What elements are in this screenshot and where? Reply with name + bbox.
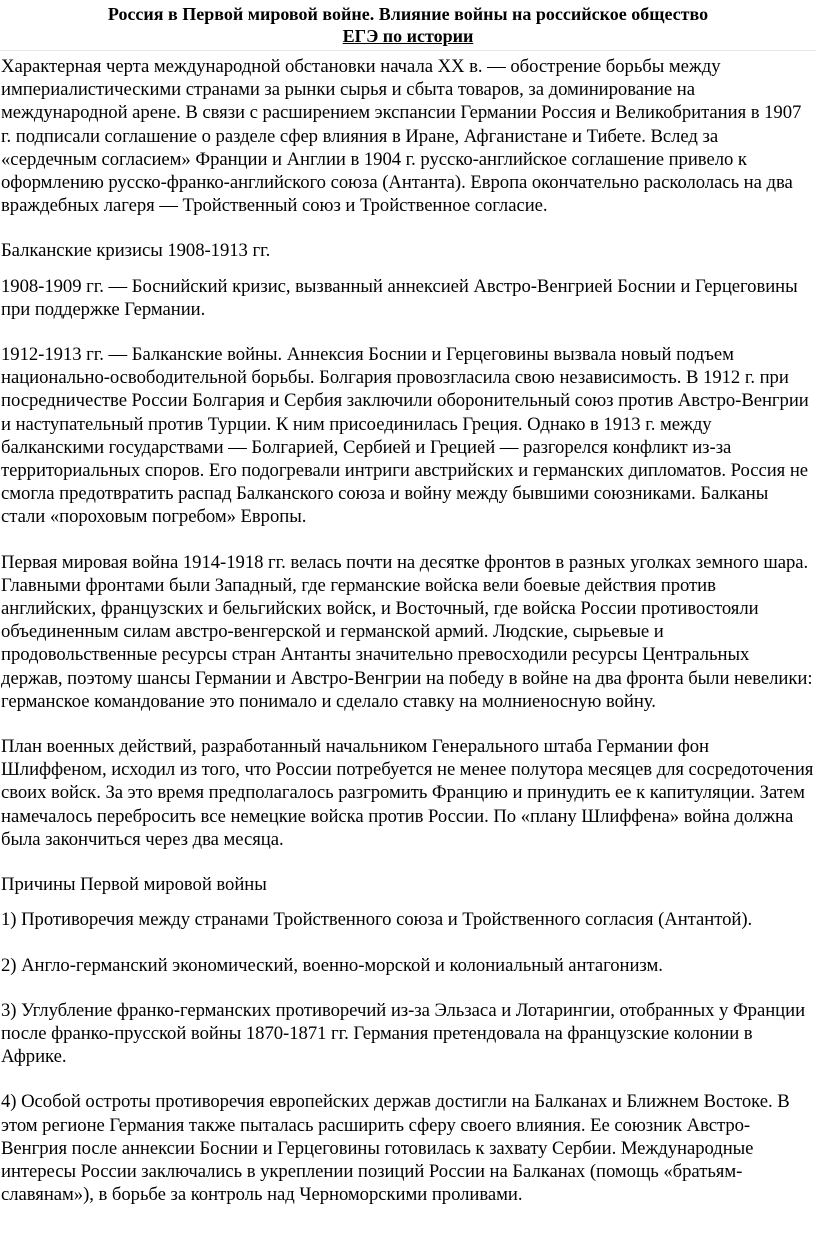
list-item-cause-4: 4) Особой остроты противоречия европейских держав достигли на Балканах и Ближнем Востоке. В этом регионе Германия также пыталась расширить сферу своего влияния. Ее союзник Австро-Венгрия после аннексии Боснии и Герцеговины готовилась к захвату Сербии. Международные интересы России заключались в укреплении позиций России на Балканах (помощь «братьям-славянам»), в борьбе за контроль над Черноморскими проливами. <box>1 1091 790 1206</box>
document-subtitle-text: ЕГЭ по истории <box>342 26 474 46</box>
list-item-cause-2: 2) Англо-германский экономический, военно-морской и колониальный антагонизм. <box>1 954 663 976</box>
paragraph-intro: Характерная черта международной обстановки начала XX в. — обострение борьбы между империалистическими странами за рынки сырья и сбыта товаров, за доминирование на международной арене. В связи с расширением экспансии Германии Россия и Великобритания в 1907 г. подписали соглашение о разделе сфер влияния в Иране, Афганистане и Тибете. Вслед за «сердечным согласием» Франции и Англии в 1904 г. русско-английское соглашение привело к оформлению русско-франко-английского союза (Антанта). Европа окончательно раскололась на два враждебных лагеря — Тройственный союз и Тройственное согласие. <box>1 56 802 217</box>
paragraph-balkan-wars: 1912-1913 гг. — Балканские войны. Аннексия Боснии и Герцеговины вызвала новый подъем национально-освободительной борьбы. Болгария провозгласила свою независимость. В 1912 г. при посредничестве России Болгария и Сербия заключили оборонительный союз против Австро-Венгрии и наступательный против Турции. К ним присоединилась Греция. Однако в 1913 г. между балканскими государствами — Болгарией, Сербией и Грецией — разгорелся конфликт из-за территориальных споров. Его подогревали интриги австрийских и германских дипломатов. Россия не смогла предотвратить распад Балканского союза и войну между бывшими союзниками. Балканы стали «пороховым погребом» Европы. <box>1 344 809 528</box>
header-divider <box>0 50 816 51</box>
section-heading-war-causes: Причины Первой мировой войны <box>1 874 267 896</box>
document-title: Россия в Первой мировой войне. Влияние войны на российское общество <box>107 4 709 24</box>
paragraph-bosnian-crisis: 1908-1909 гг. — Боснийский кризис, вызванный аннексией Австро-Венгрией Боснии и Герцеговины при поддержке Германии. <box>1 275 798 320</box>
document-page <box>0 3 816 1248</box>
section-heading-balkan-crises: Балканские кризисы 1908-1913 гг. <box>1 240 271 262</box>
document-subtitle <box>0 25 816 47</box>
document-body <box>0 55 816 1206</box>
paragraph-schlieffen-plan: План военных действий, разработанный начальником Генерального штаба Германии фон Шлиффеном, исходил из того, что России потребуется не менее полутора месяцев для сосредоточения своих войск. За это время предполагалось разгромить Францию и принудить ее к капитуляции. Затем намечалось перебросить все немецкие войска против России. По «плану Шлиффена» война должна была закончиться через два месяца. <box>1 736 814 850</box>
list-item-cause-1: 1) Противоречия между странами Тройственного союза и Тройственного согласия (Антантой). <box>1 909 753 931</box>
list-item-cause-3: 3) Углубление франко-германских противоречий из-за Эльзаса и Лотарингии, отобранных у Франции после франко-прусской войны 1870-1871 гг. Германия претендовала на французские колонии в Африке. <box>1 999 806 1068</box>
paragraph-world-war: Первая мировая война 1914-1918 гг. велась почти на десятке фронтов в разных уголках земного шара. Главными фронтами были Западный, где германские войска вели боевые действия против английских, французских и бельгийских войск, и Восточный, где войска России противостояли объединенным силам австро-венгерской и германской армий. Людские, сырьевые и продовольственные ресурсы стран Антанты значительно превосходили ресурсы Центральных держав, поэтому шансы Германии и Австро-Венгрии на победу в войне на два фронта были невелики: германское командование это понимало и сделало ставку на молниеносную войну. <box>1 551 813 712</box>
